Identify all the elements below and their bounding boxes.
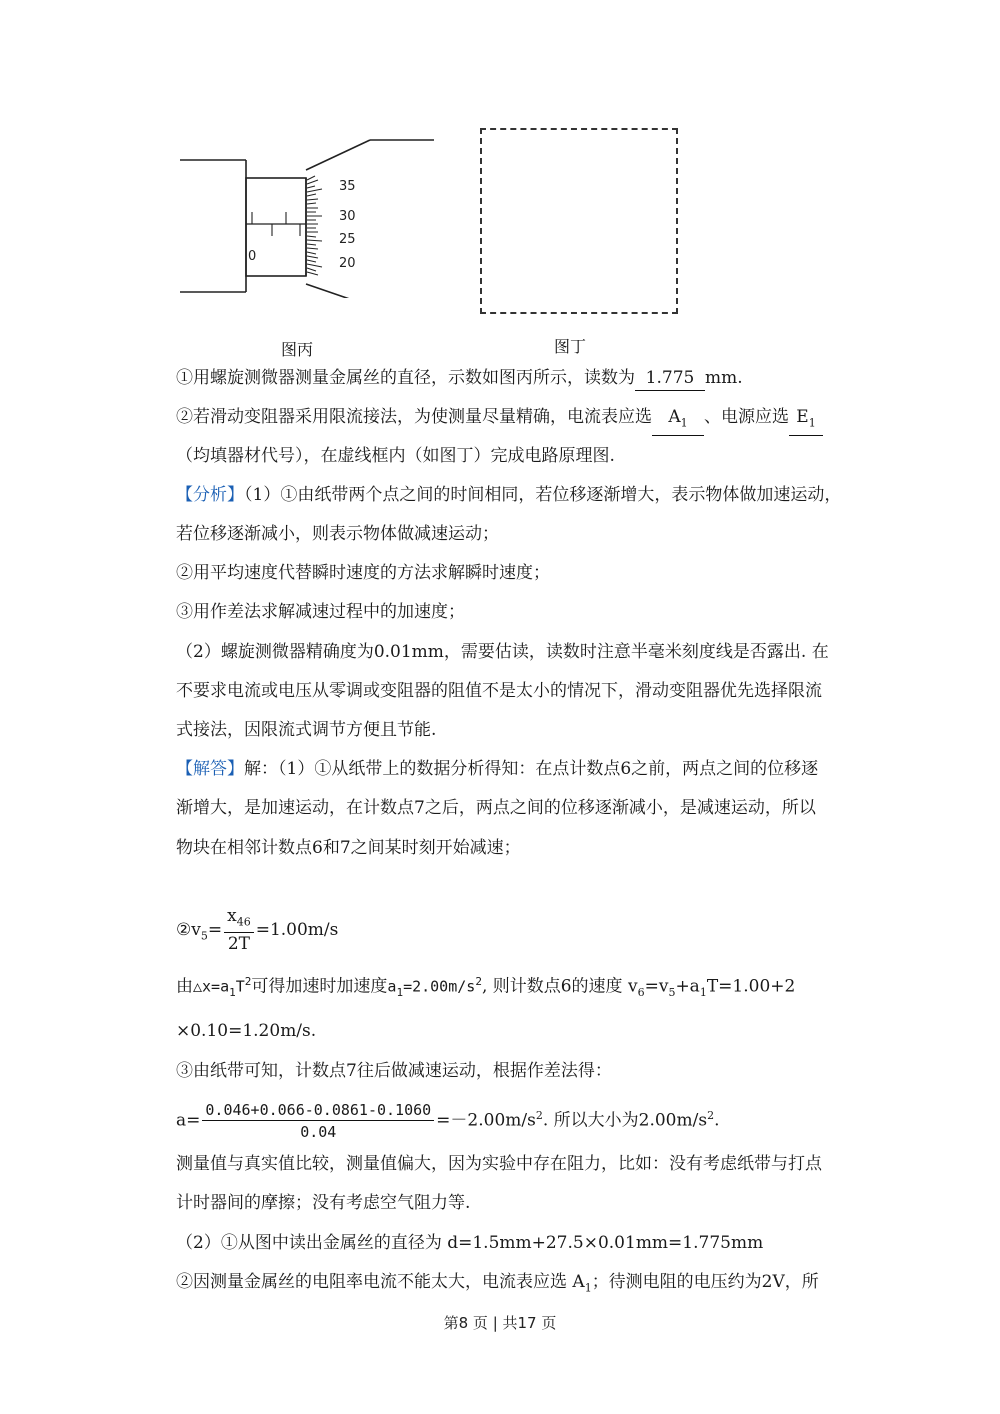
question-1 xyxy=(176,366,743,391)
thimble-tick-35: 35 xyxy=(339,179,356,194)
thimble-tick-25: 25 xyxy=(339,232,356,247)
v5-fraction: $\frac{x_{46}}{2T}$ xyxy=(224,906,254,955)
analysis-line-6: 不要求电流或电压从零调或变阻器的阻值不是太小的情况下，滑动变阻器优先选择限流 xyxy=(176,681,822,701)
solution-accel-line-2: ×0.10=1.20m/s. xyxy=(176,1021,317,1041)
analysis-line-1: 【分析】（1）①由纸带两个点之间的时间相同，若位移逐渐增大，表示物体做加速运动， xyxy=(176,485,842,505)
solution-part2-line-2: ②因测量金属丝的电阻率电流不能太大，电流表应选 $A_1$；待测电阻的电压约为2V，所 xyxy=(176,1272,819,1295)
solution-tag: 【解答】 xyxy=(176,759,244,779)
q2-source-answer: $E_1$ xyxy=(789,405,823,436)
thimble-tick-30: 30 xyxy=(339,209,356,224)
question-2 xyxy=(176,405,823,436)
solution-compare-line-1: 测量值与真实值比较，测量值偏大，因为实验中存在阻力，比如：没有考虑纸带与打点 xyxy=(176,1154,822,1174)
solution-v5-formula: $②v_5=$ $\frac{x_{46}}{2T}$ =1.00m/s xyxy=(176,906,339,955)
analysis-line-4: ③用作差法求解减速过程中的加速度； xyxy=(176,602,465,622)
q1-suffix: mm. xyxy=(705,368,743,388)
q2-middle: 、电源应选 xyxy=(704,407,789,427)
circuit-dashed-box xyxy=(480,128,678,314)
decel-fraction: $\frac{0.046+0.066-0.0861-0.1060}{0.04}$ xyxy=(202,1100,434,1143)
page-footer: 第8 页 | 共17 页 xyxy=(443,1314,557,1332)
solution-accel-line: 由$\triangle x=a_1T^2$可得加速时加速度$a_1=2.00m/s^2$, 则计数点6的速度 $v_6=v_5+a_1T=1.00+2$ xyxy=(176,975,796,1000)
q1-answer: 1.775 xyxy=(635,366,705,391)
q2-ammeter-answer: $A_1$ xyxy=(652,405,704,436)
q1-prefix: ①用螺旋测微器测量金属丝的直径，示数如图丙所示，读数为 xyxy=(176,368,635,388)
analysis-line-7: 式接法，因限流式调节方便且节能. xyxy=(176,720,437,740)
analysis-line-2: 若位移逐渐减小，则表示物体做减速运动； xyxy=(176,524,499,544)
analysis-line-5: （2）螺旋测微器精确度为0.01mm，需要估读，读数时注意半毫米刻度线是否露出. 在 xyxy=(176,642,829,662)
thimble-tick-20: 20 xyxy=(339,256,356,271)
analysis-tag: 【分析】 xyxy=(176,485,244,505)
micrometer-caption: 图丙 xyxy=(281,340,314,359)
micrometer-figure xyxy=(176,126,438,298)
solution-decel-line-1: ③由纸带可知，计数点7往后做减速运动，根据作差法得： xyxy=(176,1061,612,1081)
main-scale-zero: 0 xyxy=(248,249,257,264)
solution-line-2: 渐增大，是加速运动，在计数点7之后，两点之间的位移逐渐减小，是减速运动，所以 xyxy=(176,798,816,818)
question-2-line2: （均填器材代号），在虚线框内（如图丁）完成电路原理图. xyxy=(176,446,615,466)
solution-line-1: 【解答】解：（1）①从纸带上的数据分析得知：在点计数点6之前，两点之间的位移逐 xyxy=(176,759,819,779)
solution-line-3: 物块在相邻计数点6和7之间某时刻开始减速； xyxy=(176,838,521,858)
solution-decel-formula: a= $\frac{0.046+0.066-0.0861-0.1060}{0.04}$ $=-2.00m/s^2$. 所以大小为$2.00m/s^2$. xyxy=(176,1100,720,1141)
solution-part2-line-1: （2）①从图中读出金属丝的直径为 d=1.5mm+27.5×0.01mm=1.775mm xyxy=(176,1233,764,1253)
q2-prefix: ②若滑动变阻器采用限流接法，为使测量尽量精确，电流表应选 xyxy=(176,407,652,427)
solution-compare-line-2: 计时器间的摩擦；没有考虑空气阻力等. xyxy=(176,1193,471,1213)
analysis-line-3: ②用平均速度代替瞬时速度的方法求解瞬时速度； xyxy=(176,563,550,583)
circuit-box-caption: 图丁 xyxy=(554,337,587,356)
